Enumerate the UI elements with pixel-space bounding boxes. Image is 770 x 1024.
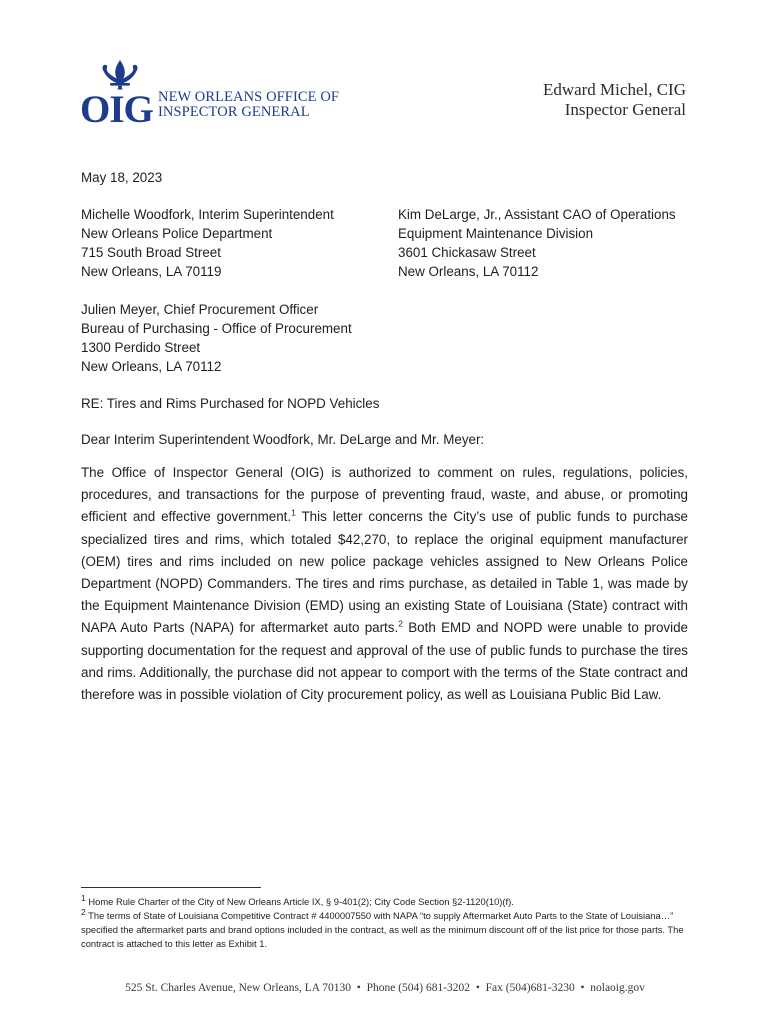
bullet-separator-icon: • [472, 982, 483, 994]
footnotes [81, 892, 688, 951]
subject-line: RE: Tires and Rims Purchased for NOPD Vehicles [81, 396, 380, 411]
footnote-1 [81, 892, 688, 909]
recipient-org: Equipment Maintenance Division [398, 226, 594, 241]
body-text-part1: The Office of Inspector General (OIG) is authorized to comment on rules, regulations, policies, procedures, and transactions for the purpose of preventing fraud, waste, and abuse, or promoting efficient and effective government. [81, 465, 688, 525]
recipient-org: Bureau of Purchasing - Office of Procurement [81, 321, 352, 336]
office-name-line2: INSPECTOR GENERAL [158, 104, 310, 120]
footnote-number: 1 [81, 892, 86, 903]
oig-logo [80, 58, 160, 126]
recipient-address-3 [81, 300, 401, 376]
footnote-divider [81, 887, 261, 888]
office-name [158, 90, 339, 120]
office-name-line1: NEW ORLEANS OFFICE OF [158, 89, 340, 105]
recipient-street: 1300 Perdido Street [81, 340, 201, 355]
body-paragraph [81, 462, 688, 706]
inspector-general-block [543, 80, 686, 120]
footnote-number: 2 [81, 906, 86, 917]
body-text-part2: This letter concerns the City’s use of public funds to purchase specialized tires and rims, which totaled $42,270, to replace the original equipment manufacturer (OEM) tires and rims included on new police package vehicles assigned to New Orleans Police Department (NOPD) Commanders. The tires and rims purchase, as detailed in Table 1, was made by the Equipment Maintenance Division (EMD) using an existing State of Louisiana (State) contract with NAPA Auto Parts (NAPA) for aftermarket auto parts. [81, 509, 688, 636]
bullet-separator-icon: • [353, 982, 364, 994]
recipient-org: New Orleans Police Department [81, 226, 273, 241]
recipient-address-2 [398, 205, 698, 281]
footer-address: 525 St. Charles Avenue, New Orleans, LA 70130 [125, 982, 352, 994]
fleur-de-lis-icon [80, 58, 160, 126]
recipient-name: Julien Meyer, Chief Procurement Officer [81, 302, 319, 317]
footer-website: nolaoig.gov [590, 982, 645, 994]
recipient-name: Kim DeLarge, Jr., Assistant CAO of Operations [398, 207, 676, 222]
page-footer [0, 982, 770, 994]
footnote-text: Home Rule Charter of the City of New Orleans Article IX, § 9-401(2); City Code Section §2-1120(10)(f). [85, 896, 514, 907]
recipient-address-1 [81, 205, 381, 281]
ig-name: Edward Michel, CIG [542, 80, 686, 99]
recipient-street: 715 South Broad Street [81, 245, 221, 260]
recipient-name: Michelle Woodfork, Interim Superintendent [81, 207, 334, 222]
footnote-ref-1: 1 [291, 507, 296, 518]
body-text-part3: Both EMD and NOPD were unable to provide supporting documentation for the request and approval of the use of public funds to purchase the tires and rims. Additionally, the purchase did not appear to comport with the terms of the State contract and therefore was in possible violation of City procurement policy, as well as Louisiana Public Bid Law. [81, 620, 688, 703]
footer-phone: Phone (504) 681-3202 [366, 982, 471, 994]
oig-logo-text: OIG [80, 88, 153, 126]
footer-fax: Fax (504)681-3230 [485, 982, 575, 994]
footnote-2 [81, 906, 688, 951]
salutation: Dear Interim Superintendent Woodfork, Mr. DeLarge and Mr. Meyer: [81, 432, 485, 447]
ig-title: Inspector General [564, 100, 686, 119]
letter-date: May 18, 2023 [81, 170, 163, 185]
footnote-text: The terms of State of Louisiana Competitive Contract # 4400007550 with NAPA “to supply Aftermarket Auto Parts to the State of Louisiana…” specified the aftermarket parts and brand options included in the contract, as well as the minimum discount off of the list price for those parts. The contract is attached to this letter as Exhibit 1. [81, 910, 684, 949]
recipient-city: New Orleans, LA 70119 [81, 264, 222, 279]
recipient-city: New Orleans, LA 70112 [398, 264, 539, 279]
recipient-street: 3601 Chickasaw Street [398, 245, 536, 260]
recipient-city: New Orleans, LA 70112 [81, 359, 222, 374]
footnote-ref-2: 2 [398, 618, 403, 629]
bullet-separator-icon: • [577, 982, 588, 994]
